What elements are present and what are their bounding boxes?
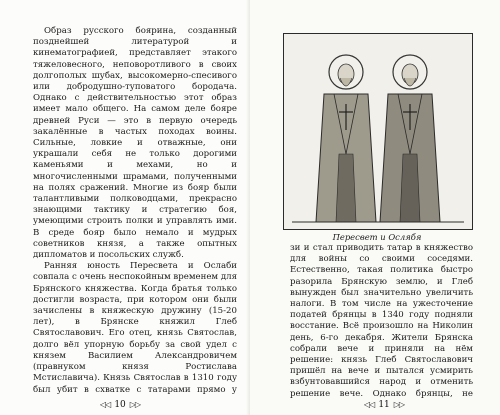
paragraph: Образ русского боярина, созданный позднейшей литературой и кинематографией, представляет этакого тяжеловесного, неповоротливого в своих долгополых шубах, высокомерно-спесивого или добродушно-туповатого бородача. Однако с действительностью этот образ имеет мало общего. На самом деле бояре древней Руси — это в первую очередь закалённые в частых походах воины. Сильные, ловкие и отважные, они украшали себя не только дорогими каменьями и мехами, но и многочисленными шрамами, полученными на полях сражений. Многие из бояр были талантливыми полководцами, прекрасно знающими тактику и стратегию боя, умеющими строить полки и управлять ими. В среде бояр было немало и мудрых советников князя, а также опытных дипломатов и посольских служб.	[33, 26, 237, 261]
paragraph: Ранняя юность Пересвета и Ослаби совпала с очень неспокойным временем для Брянского княжества. Когда братья только достигли возраста, при котором они были зачислены в княжескую дружину (15-20 лет), в Брянске княжил Глеб Святославович. Его отец, князь Святослав, долго вёл упорную борьбу за свой удел с князем Василием Александровичем (правнуком князя Ростислава Мстиславича). Князь Святослав в 1310 году был убит в схватке с татарами прямо у	[33, 261, 237, 395]
illustration-caption: Пересвет и Ослябя	[332, 232, 422, 242]
page-number: 10	[114, 400, 126, 410]
right-text-column	[290, 243, 473, 398]
ornament-right-icon: ▷▷	[129, 400, 141, 409]
left-text-column	[33, 26, 237, 396]
saints-icon	[284, 34, 472, 229]
ornament-left-icon: ◁◁	[100, 400, 111, 409]
page-number-right	[364, 400, 404, 410]
ornament-left-icon: ◁◁	[364, 400, 375, 409]
ornament-right-icon: ▷▷	[393, 400, 405, 409]
page-number: 11	[378, 400, 390, 410]
paragraph: зи и стал приводить татар в княжество для войны со своими соседями. Естественно, такая политика быстро разорила Брянскую землю, и Глеб вынужден был значительно увеличить налоги. В том числе на ужесточение податей брянцы в 1340 году подняли восстание. Всё произошло на Николин день, 6-го декабря. Жители Брянска собрали вече и приняли на нём решение: князь Глеб Святославович пришёл на вече и пытался усмирить взбунтовавшийся народ и отменить решение вече. Однако брянцы, не	[290, 243, 473, 398]
icon-illustration	[283, 33, 473, 230]
page-number-left	[100, 400, 140, 410]
